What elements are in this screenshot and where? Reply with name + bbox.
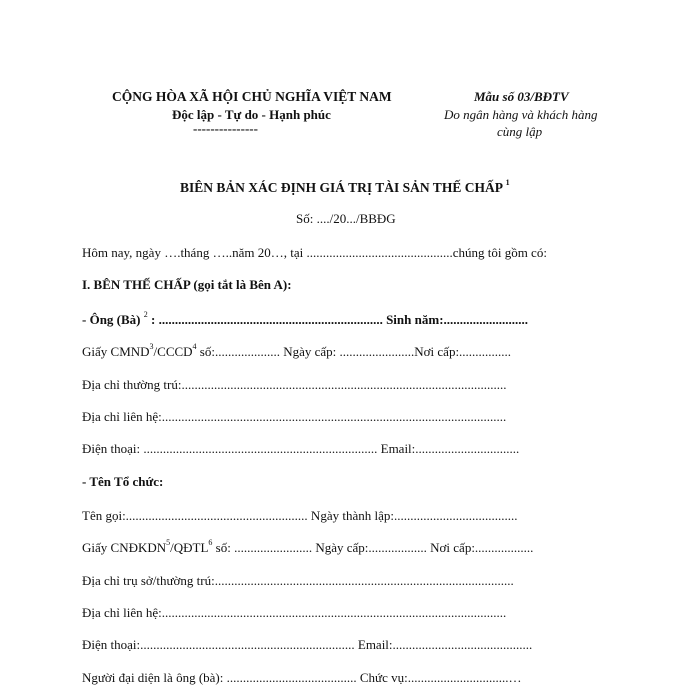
id-prefix: Giấy CMND [82, 344, 150, 359]
intro-line: Hôm nay, ngày ….tháng …..năm 20…, tại .............................................chúng tôi gồm có: [82, 245, 547, 260]
org-contact-address-line: Địa chỉ liên hệ:.......................................................................................................... [82, 605, 507, 620]
country-name: CỘNG HÒA XÃ HỘI CHỦ NGHĨA VIỆT NAM [112, 89, 392, 104]
person-address-line: Địa chỉ thường trú:.................................................................................................... [82, 377, 507, 392]
person-name-field: : ..................................................................... Sinh năm:.......................... [151, 312, 529, 327]
footnote-ref: 1 [505, 178, 510, 187]
org-hq-address-line: Địa chỉ trụ sở/thường trú:............................................................................................ [82, 573, 514, 588]
footnote-ref: 3 [149, 342, 154, 351]
person-label: - Ông (Bà) [82, 312, 141, 327]
person-name-line [82, 312, 528, 328]
footnote-ref: 5 [166, 538, 171, 547]
cert-prefix: Giấy CNĐKDN [82, 540, 167, 555]
document-title-text: BIÊN BẢN XÁC ĐỊNH GIÁ TRỊ TÀI SẢN THẾ CHẤP [180, 180, 503, 195]
form-note: Do ngân hàng và khách hàng [444, 107, 598, 122]
org-representative-line: Người đại diện là ông (bà): ........................................ Chức vụ:...............................… [82, 670, 522, 685]
document-title [180, 180, 510, 196]
cert-fields: số: ........................ Ngày cấp:.................. Nơi cấp:.................. [212, 540, 534, 555]
person-phone-line: Điện thoại: ........................................................................ Email:................................ [82, 441, 520, 456]
org-name-line: Tên gọi:........................................................ Ngày thành lập:...................................... [82, 508, 518, 523]
person-id-line [82, 344, 511, 360]
footnote-ref: 2 [143, 310, 148, 319]
section-heading: I. BÊN THẾ CHẤP (gọi tắt là Bên A): [82, 277, 292, 292]
footnote-ref: 6 [208, 538, 213, 547]
org-label: - Tên Tổ chức: [82, 474, 164, 489]
motto-underline: --------------- [193, 121, 258, 136]
id-fields: số:.................... Ngày cấp: .......................Nơi cấp:................ [196, 344, 512, 359]
org-phone-line: Điện thoại:.................................................................. Email:........................................... [82, 637, 533, 652]
form-note-continued: cùng lập [497, 124, 543, 139]
footnote-ref: 4 [192, 342, 197, 351]
cert-mid: /QĐTL [170, 540, 209, 555]
id-mid: /CCCD [153, 344, 193, 359]
document-number: Số: ..../20.../BBĐG [296, 211, 396, 226]
person-contact-address-line: Địa chỉ liên hệ:.......................................................................................................... [82, 409, 507, 424]
national-motto: Độc lập - Tự do - Hạnh phúc [172, 107, 331, 122]
form-number: Mẫu số 03/BĐTV [474, 89, 569, 104]
org-cert-line [82, 540, 533, 556]
